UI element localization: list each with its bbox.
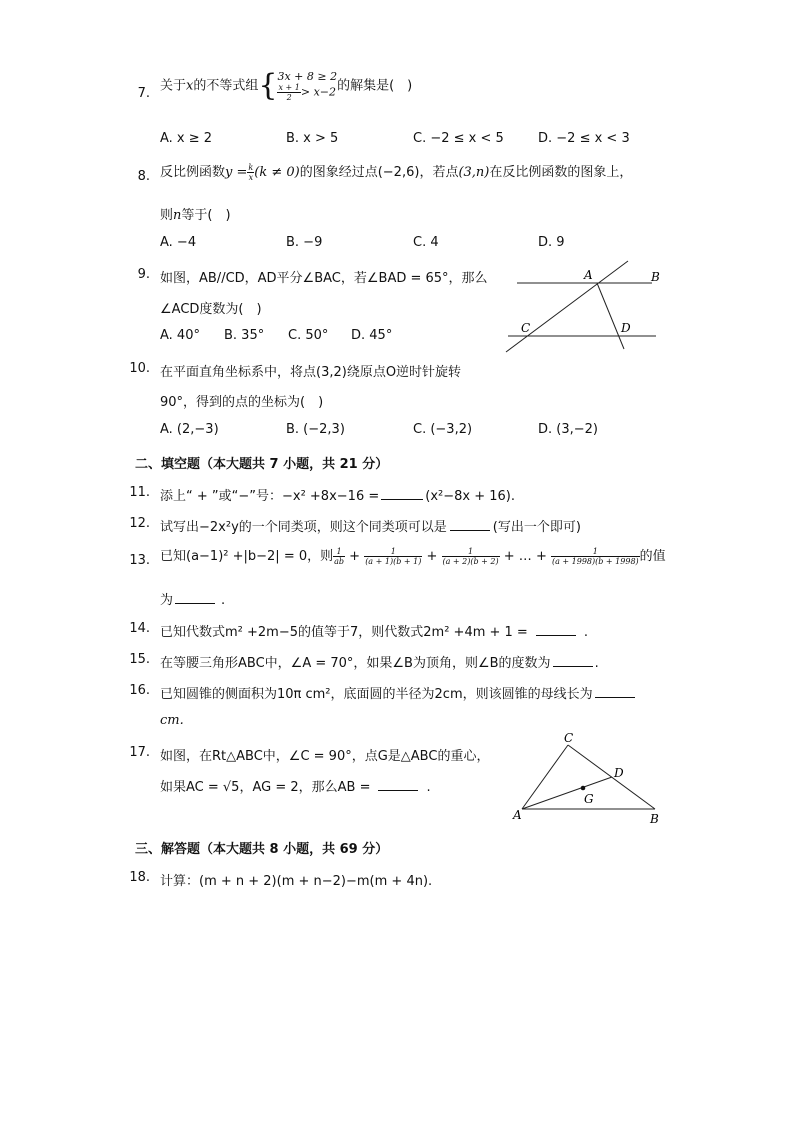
q9-label-a: A [584,268,593,282]
q7-option-a[interactable]: A. x ≥ 2 [160,131,213,146]
q9-option-c[interactable]: C. 50° [288,328,329,343]
q8-line2-var: n [173,208,182,223]
q17-label-a: A [513,808,522,822]
q13-line2-pre: 为 [160,593,174,608]
q8-post: 在反比例函数的图象上， [489,165,633,180]
q17-figure [508,730,668,830]
q9-option-a[interactable]: A. 40° [160,328,200,343]
q9-option-d[interactable]: D. 45° [351,328,393,343]
q9-label-d: D [621,321,631,335]
q7-option-b[interactable]: B. x > 5 [286,131,339,146]
q15-pre: 在等腰三角形ABC中，∠A = 70°，如果∠B为顶角，则∠B的度数为 [160,656,551,671]
q16-stem [160,683,637,702]
q13-dots: + … + [503,549,547,564]
q16-number: 16. [129,683,150,698]
q17-centroid-point [581,786,586,791]
q16-answer-blank[interactable] [595,685,635,698]
q7-option-d[interactable]: D. −2 ≤ x < 3 [538,131,630,146]
q8-mid: 的图象经过点 [299,165,378,180]
q7-ineq2-frac: $\frac{x + 1}{2}$ [278,83,300,102]
q7-ineq2-rest: > x−2 [300,85,336,99]
q12-post: (写出一个即可) [492,520,581,535]
q8-point: (−2,6) [377,165,420,180]
q8-line2 [160,204,231,223]
q17-label-c: C [564,731,574,745]
q8-stem [160,161,632,182]
q7-brace: { [258,68,278,103]
q18-number: 18. [129,870,150,885]
q8-line2-pre: 则 [160,208,174,223]
q14-pre: 已知代数式m² +2m−5的值等于7，则代数式2m² +4m + 1 = [160,625,528,640]
q8-option-a[interactable]: A. −4 [160,235,197,250]
q12-stem [160,516,581,535]
q11-stem [160,485,515,504]
q9-figure [500,255,670,355]
q10-line2: 90°，得到的点的坐标为( ) [160,395,324,410]
q15-stem [160,652,599,671]
q9-label-b: B [651,270,660,284]
q13-line2 [160,589,225,608]
q13-frac-1: $\frac{1}{ab}$ [334,547,345,566]
q7-post: 的解集是( ) [337,78,413,94]
q14-number: 14. [129,621,150,636]
q15-answer-blank[interactable] [553,654,593,667]
q17-answer-blank[interactable] [378,778,418,791]
q14-stem [160,621,588,640]
q8-pre: 反比例函数 [160,165,226,180]
q11-number: 11. [129,485,150,500]
q13-frac-2: $\frac{1}{(a + 1)(b + 1)}$ [365,547,422,566]
q13-frac-3: $\frac{1}{(a + 2)(b + 2)}$ [442,547,499,566]
q13-number: 13. [129,553,150,568]
q15-post: . [594,656,599,671]
q11-answer-blank[interactable] [381,487,423,500]
q16-pre: 已知圆锥的侧面积为10π cm²，底面圆的半径为2cm，则该圆锥的母线长为 [160,687,593,702]
q10-option-b[interactable]: B. (−2,3) [286,422,345,437]
q13-post: 的值 [639,549,666,564]
q15-number: 15. [129,652,150,667]
q14-post: . [583,625,588,640]
q7-ineq1: 3x + 8 ≥ 2 [277,70,338,83]
q7-stem [160,70,412,102]
q13-line2-post: . [221,593,226,608]
q8-mid2: ，若点 [419,165,459,180]
q18-stem: 计算：(m + n + 2)(m + n−2)−m(m + 4n). [160,874,433,889]
q7-pre: 关于 [160,78,187,94]
q13-pre: 已知(a−1)² +|b−2| = 0，则 [160,549,334,564]
q9-line1: 如图，AB//CD，AD平分∠BAC，若∠BAD = 65°，那么 [160,271,488,286]
q16-line2: cm. [160,713,184,728]
section-2-heading: 二、填空题（本大题共 7 小题，共 21 分） [135,457,389,472]
q8-line2-post: 等于( ) [181,208,231,223]
q11-post: (x²−8x + 16). [425,489,515,504]
q12-pre: 试写出−2x²y的一个同类项，则这个同类项可以是 [160,520,447,535]
q8-func-frac: $\frac{k}{x}$ [248,163,254,182]
q17-label-b: B [650,812,659,826]
q10-option-d[interactable]: D. (3,−2) [538,422,598,437]
q12-answer-blank[interactable] [450,518,490,531]
q9-line-ac [506,261,628,352]
q7-number: 7. [137,86,150,101]
q13-stem: 已知(a−1)² +|b−2| = 0，则 $\frac{1}{ab}$ + $\frac{1}{(a + 1)(b + 1)}$ + $\frac{1}{(a + 2)(b + 2)}$ + … + $\frac{1}{(a + 1998)(b + 1998)}$ 的值 [160,547,666,566]
q8-option-b[interactable]: B. −9 [286,235,323,250]
q17-line2-post: . [426,780,431,795]
q13-answer-blank[interactable] [175,591,215,604]
q10-option-a[interactable]: A. (2,−3) [160,422,219,437]
q17-median-ad [522,777,612,809]
q7-var: x [186,78,194,94]
q17-side-ac [522,745,568,809]
q17-line2-pre: 如果AC = √5，AG = 2，那么AB = [160,780,371,795]
q10-line1: 在平面直角坐标系中，将点(3,2)绕原点O逆时针旋转 [160,365,462,380]
q9-option-b[interactable]: B. 35° [224,328,265,343]
q8-point2: (3,n) [458,165,490,180]
q14-answer-blank[interactable] [536,623,576,636]
q9-label-c: C [521,321,531,335]
q9-number: 9. [137,267,150,282]
q17-label-g: G [584,792,594,806]
q17-label-d: D [614,766,624,780]
q9-line2: ∠ACD度数为( ) [160,302,262,317]
q9-line-ad [597,283,624,349]
q17-line1: 如图，在Rt△ABC中，∠C = 90°，点G是△ABC的重心， [160,749,490,764]
q10-option-c[interactable]: C. (−3,2) [413,422,473,437]
section-3-heading: 三、解答题（本大题共 8 小题，共 69 分） [135,842,389,857]
q8-option-d[interactable]: D. 9 [538,235,565,250]
q17-number: 17. [129,745,150,760]
q8-number: 8. [137,169,150,184]
q8-func-cond: (k ≠ 0) [254,165,300,180]
q10-number: 10. [129,361,150,376]
q11-pre: 添上“ + ”或“−”号：−x² +8x−16 = [160,489,380,504]
q8-option-c[interactable]: C. 4 [413,235,439,250]
q7-option-c[interactable]: C. −2 ≤ x < 5 [413,131,504,146]
q17-line2 [160,776,431,795]
q12-number: 12. [129,516,150,531]
q8-func-lhs: y = [225,165,248,180]
q7-system [277,70,337,102]
q7-mid: 的不等式组 [193,78,259,94]
q13-frac-4: $\frac{1}{(a + 1998)(b + 1998)}$ [551,547,639,566]
